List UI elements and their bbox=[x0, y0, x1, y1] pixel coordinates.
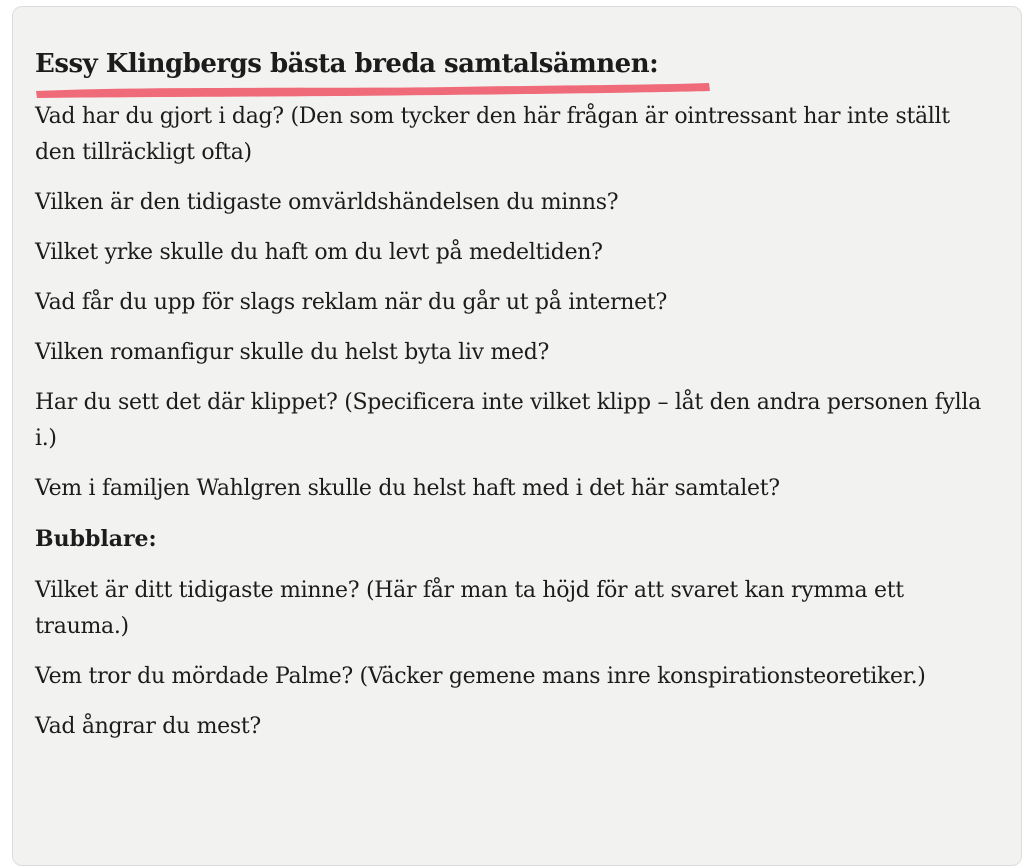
list-item: Vem i familjen Wahlgren skulle du helst haft med i det här samtalet? bbox=[35, 476, 780, 501]
list-item: Vilken romanfigur skulle du helst byta liv med? bbox=[35, 340, 550, 365]
heading-wrap bbox=[35, 39, 658, 89]
list-item: Vad ångrar du mest? bbox=[35, 714, 261, 739]
article-content bbox=[35, 39, 995, 759]
list-item: Vad får du upp för slags reklam när du går ut på internet? bbox=[35, 290, 667, 315]
article-card bbox=[12, 6, 1022, 866]
list-item: Vad har du gjort i dag? (Den som tycker den här frågan är ointressant har inte ställt den tillräckligt ofta) bbox=[35, 104, 950, 165]
list-item: Vem tror du mördade Palme? (Väcker gemene mans inre konspirationsteoretiker.) bbox=[35, 664, 926, 689]
questions-list bbox=[35, 99, 995, 507]
list-item: Vilket är ditt tidigaste minne? (Här får man ta höjd för att svaret kan rymma ett trauma.) bbox=[35, 578, 904, 639]
list-item: Vilket yrke skulle du haft om du levt på medeltiden? bbox=[35, 240, 603, 265]
bubblare-heading: Bubblare: bbox=[35, 526, 157, 552]
article-heading: Essy Klingbergs bästa breda samtalsämnen: bbox=[35, 49, 659, 79]
list-item: Har du sett det där klippet? (Specificera inte vilket klipp – låt den andra personen fylla i.) bbox=[35, 390, 981, 451]
list-item: Vilken är den tidigaste omvärldshändelsen du minns? bbox=[35, 190, 619, 215]
bubblare-list bbox=[35, 573, 995, 745]
